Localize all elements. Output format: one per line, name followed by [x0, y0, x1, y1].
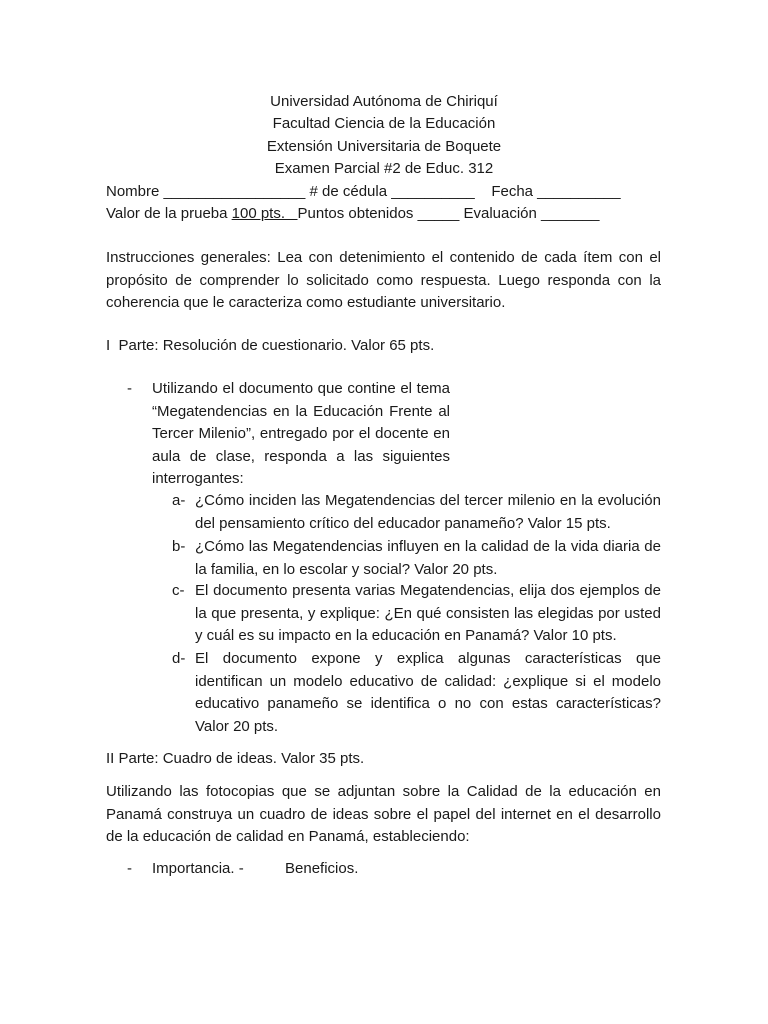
part2-item-importance: Importancia. -	[152, 860, 244, 877]
question-b-text: ¿Cómo las Megatendencias influyen en la calidad de la vida diaria de la familia, en lo escolar y social? Valor 20 pts.	[195, 538, 661, 578]
faculty-name: Facultad Ciencia de la Educación	[272, 115, 496, 132]
part1-title: I Parte: Resolución de cuestionario. Valor 65 pts.	[106, 337, 435, 354]
question-b-letter: b-	[172, 538, 186, 555]
points-obtained-evaluation: Puntos obtenidos _____ Evaluación _______	[297, 205, 600, 222]
part2-item-benefits: Beneficios.	[285, 860, 359, 877]
question-d-text: El documento expone y explica algunas características que identifican un modelo educativo de calidad: ¿explique si el modelo educativo panameño se identifica o no con estas características? Valor 20 pts.	[195, 650, 661, 735]
question-a-letter: a-	[172, 492, 186, 509]
part1-intro: Utilizando el documento que contine el tema “Megatendencias en la Educación Frente al Tercer Milenio”, entregado por el docente en aula de clase, responda a las siguientes interrogantes:	[152, 380, 450, 487]
part2-bullet: -	[127, 860, 132, 877]
general-instructions: Instrucciones generales: Lea con detenimiento el contenido de cada ítem con el propósito de comprender lo solicitado como respuesta. Luego responda con la coherencia que le caracteriza como estudiante universitario.	[106, 249, 661, 311]
university-name: Universidad Autónoma de Chiriquí	[270, 93, 498, 110]
part1-bullet: -	[127, 380, 132, 397]
part2-title: II Parte: Cuadro de ideas. Valor 35 pts.	[106, 750, 365, 767]
name-id-date-line: Nombre _________________ # de cédula __________ Fecha __________	[106, 183, 621, 200]
question-c-text: El documento presenta varias Megatendencias, elija dos ejemplos de la que presenta, y explique: ¿En qué consisten las elegidas por usted y cuál es su impacto en la educación en Panamá? Valor 10 pts.	[195, 582, 661, 644]
question-d-letter: d-	[172, 650, 186, 667]
score-line	[106, 203, 599, 225]
part2-intro: Utilizando las fotocopias que se adjuntan sobre la Calidad de la educación en Panamá construya un cuadro de ideas sobre el papel del internet en el desarrollo de la educación de calidad en Panamá, estableciendo:	[106, 783, 661, 845]
test-value-label: Valor de la prueba	[106, 205, 232, 222]
exam-title: Examen Parcial #2 de Educ. 312	[274, 160, 494, 177]
extension-name: Extensión Universitaria de Boquete	[266, 138, 502, 155]
test-value-points: 100 pts.	[231, 205, 298, 222]
question-c-letter: c-	[172, 582, 185, 599]
question-a-text: ¿Cómo inciden las Megatendencias del tercer milenio en la evolución del pensamiento crítico del educador panameño? Valor 15 pts.	[195, 492, 661, 532]
